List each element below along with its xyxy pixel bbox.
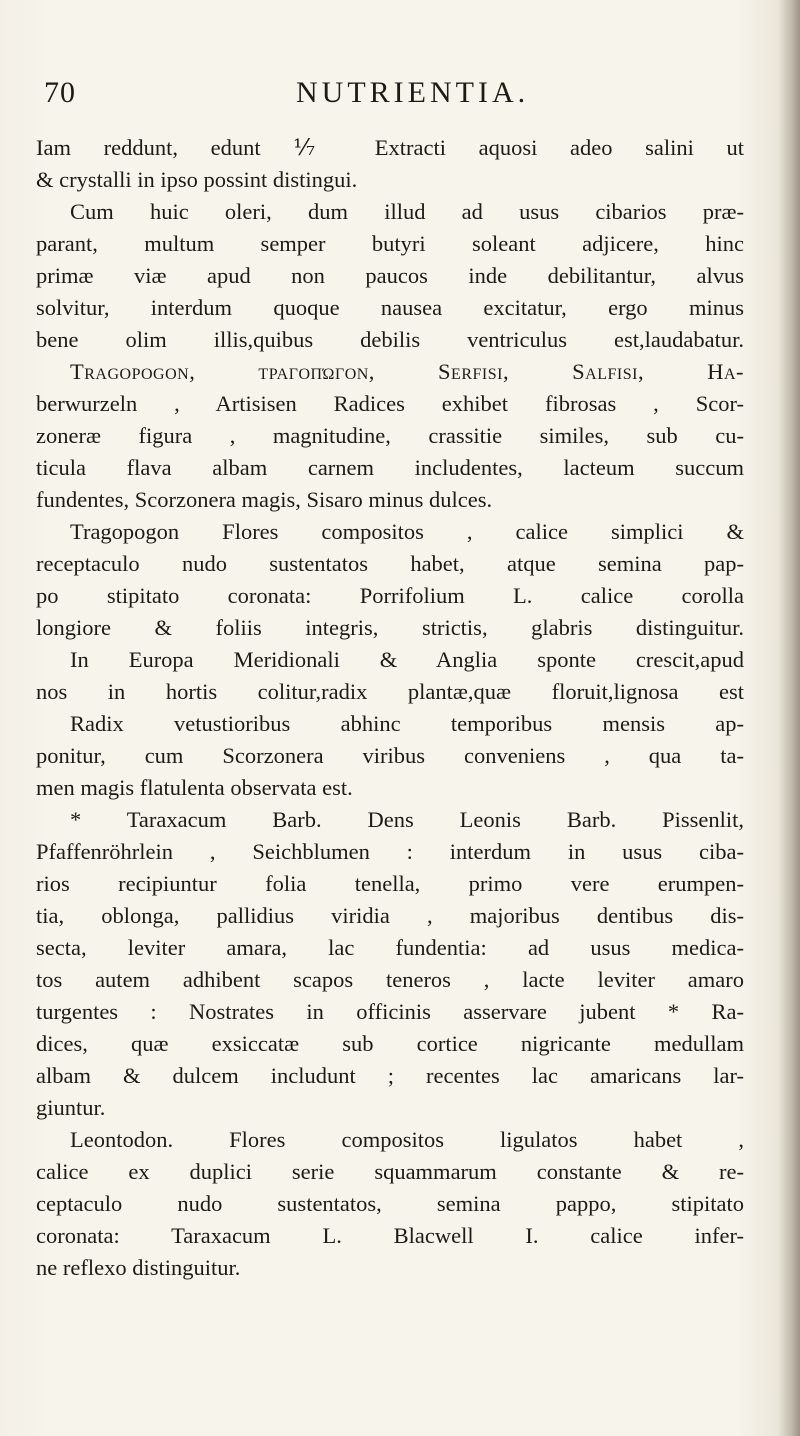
text-line: tos autem adhibent scapos teneros , lacte leviter amaro	[36, 967, 744, 992]
page-edge-shadow	[778, 0, 800, 1436]
text-line: ticula flava albam carnem includentes, lacteum succum	[36, 455, 744, 480]
text-line: & crystalli in ipso possint distingui.	[36, 167, 358, 192]
text-line: bene olim illis,quibus debilis ventriculus est,laudabatur.	[36, 327, 744, 352]
text-line: Iam reddunt, edunt ⅐ Extracti aquosi adeo salini ut	[36, 135, 744, 160]
text-line: berwurzeln , Artisisen Radices exhibet fibrosas , Scor-	[36, 391, 744, 416]
text-line: longiore & foliis integris, strictis, glabris distinguitur.	[36, 615, 744, 640]
text-line: ceptaculo nudo sustentatos, semina pappo, stipitato	[36, 1191, 744, 1216]
text-line: solvitur, interdum quoque nausea excitatur, ergo minus	[36, 295, 744, 320]
text-line: primæ viæ apud non paucos inde debilitantur, alvus	[36, 263, 744, 288]
text-line: Cum huic oleri, dum illud ad usus cibarios præ-	[70, 199, 744, 224]
running-title: NUTRIENTIA.	[296, 76, 530, 109]
text-line: giuntur.	[36, 1095, 106, 1120]
text-line: ponitur, cum Scorzonera viribus conveniens , qua ta-	[36, 743, 744, 768]
text-line: albam & dulcem includunt ; recentes lac amaricans lar-	[36, 1063, 744, 1088]
text-line: receptaculo nudo sustentatos habet, atque semina pap-	[36, 551, 744, 576]
body-text	[36, 132, 744, 1284]
text-line: Pfaffenröhrlein , Seichblumen : interdum in usus ciba-	[36, 839, 744, 864]
text-line: rios recipiuntur folia tenella, primo vere erumpen-	[36, 871, 744, 896]
text-line: In Europa Meridionali & Anglia sponte crescit,apud	[70, 647, 744, 672]
text-line: dices, quæ exsiccatæ sub cortice nigricante medullam	[36, 1031, 744, 1056]
text-line: po stipitato coronata: Porrifolium L. calice corolla	[36, 583, 744, 608]
text-line: turgentes : Nostrates in officinis asservare jubent * Ra-	[36, 999, 744, 1024]
text-line: Tragopogon Flores compositos , calice simplici &	[70, 519, 744, 544]
text-line: secta, leviter amara, lac fundentia: ad usus medica-	[36, 935, 744, 960]
text-line: coronata: Taraxacum L. Blacwell I. calice infer-	[36, 1223, 744, 1248]
text-line: nos in hortis colitur,radix plantæ,quæ floruit,lignosa est	[36, 679, 744, 704]
text-line: * Taraxacum Barb. Dens Leonis Barb. Pissenlit,	[70, 807, 744, 832]
text-line: parant, multum semper butyri soleant adjicere, hinc	[36, 231, 744, 256]
page-number: 70	[44, 76, 76, 109]
text-line: Radix vetustioribus abhinc temporibus mensis ap-	[70, 711, 744, 736]
text-line: tia, oblonga, pallidius viridia , majoribus dentibus dis-	[36, 903, 744, 928]
text-line: fundentes, Scorzonera magis, Sisaro minus dulces.	[36, 487, 493, 512]
page-header	[44, 76, 764, 116]
text-line: ne reflexo distinguitur.	[36, 1255, 241, 1280]
text-line: calice ex duplici serie squammarum constante & re-	[36, 1159, 744, 1184]
text-line: Tragopogon, τραγοπώγον, Serfisi, Salfisi, Ha-	[70, 359, 744, 384]
text-line: zoneræ figura , magnitudine, crassitie similes, sub cu-	[36, 423, 744, 448]
text-line: men magis flatulenta observata est.	[36, 775, 353, 800]
text-line: Leontodon. Flores compositos ligulatos habet ,	[70, 1127, 744, 1152]
